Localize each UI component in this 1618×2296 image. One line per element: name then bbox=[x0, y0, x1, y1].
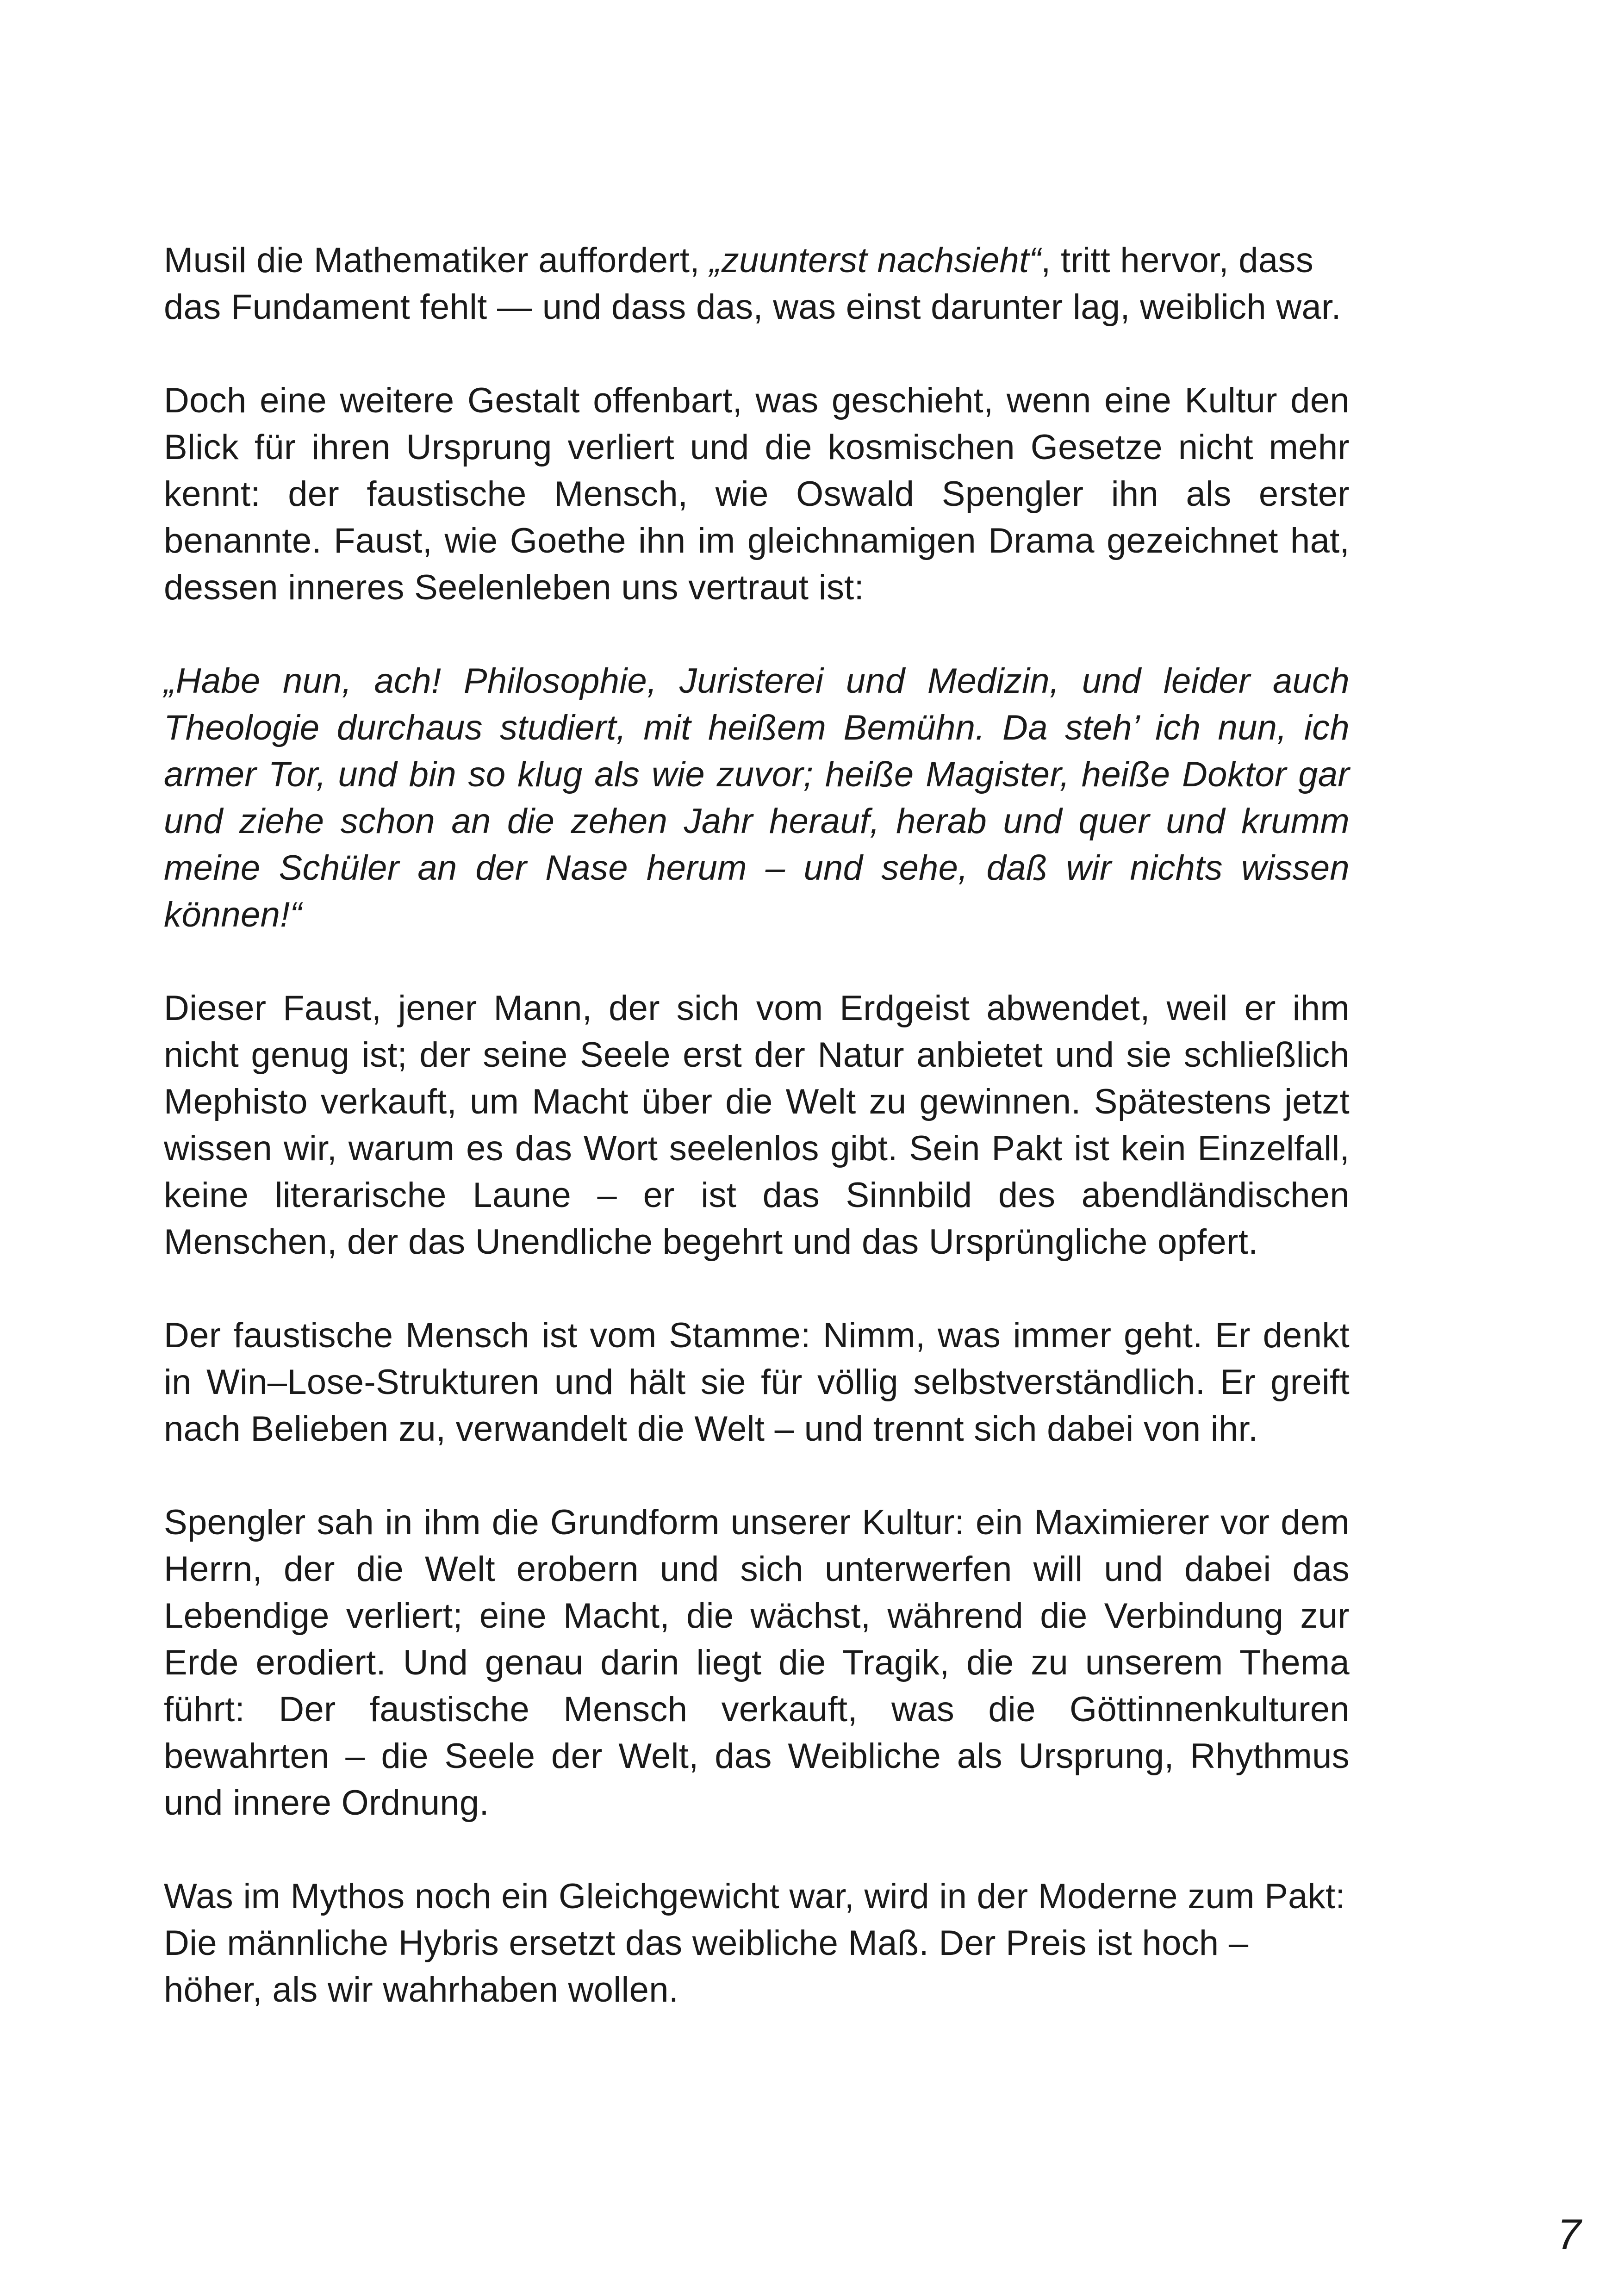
paragraph-faustian-man: Der faustische Mensch ist vom Stamme: Nimm, was immer geht. Er denkt in Win–Lose-Strukturen und hält sie für völlig selbstverständlich. Er greift nach Belieben zu, verwandelt die Welt – und trennt sich dabei von ihr. bbox=[164, 1316, 1350, 1449]
body-text bbox=[164, 237, 1350, 2060]
paragraph-text: Musil die Mathematiker auffordert, bbox=[164, 241, 710, 280]
paragraph-spengler: Spengler sah in ihm die Grundform unserer Kultur: ein Maximierer vor dem Herrn, der die Welt erobern und sich unterwerfen will und dabei das Lebendige verliert; eine Macht, die wächst, während die Verbindung zur Erde erodiert. Und genau darin liegt die Tragik, die zu unserem Thema führt: Der faustische Mensch verkauft, was die Göttinnenkulturen bewahrten – die Seele der Welt, das Weibliche als Ursprung, Rhythmus und innere Ordnung. bbox=[164, 1503, 1350, 1823]
paragraph-faust-pact: Dieser Faust, jener Mann, der sich vom Erdgeist abwendet, weil er ihm nicht genug ist; der seine Seele erst der Natur anbietet und sie schließlich Mephisto verkauft, um Macht über die Welt zu gewinnen. Spätestens jetzt wissen wir, warum es das Wort seelenlos gibt. Sein Pakt ist kein Einzelfall, keine literarische Laune – er ist das Sinnbild des abendländischen Menschen, der das Unendliche begehrt und das Ursprüngliche opfert. bbox=[164, 989, 1350, 1262]
paragraph-musil bbox=[164, 237, 1350, 330]
faust-quote: „Habe nun, ach! Philosophie, Juristerei und Medizin, und leider auch Theologie durchaus studiert, mit heißem Bemühn. Da steh’ ich nun, ich armer Tor, und bin so klug als wie zuvor; heiße Magister, heiße Doktor gar und ziehe schon an die zehen Jahr herauf, herab und quer und krumm meine Schüler an der Nase herum – und sehe, daß wir nichts wissen können!“ bbox=[164, 661, 1350, 934]
paragraph-faust-intro: Doch eine weitere Gestalt offenbart, was geschieht, wenn eine Kultur den Blick für ihren Ursprung verliert und die kosmischen Gesetze nicht mehr kennt: der faustische Mensch, wie Oswald Spengler ihn als erster benannte. Faust, wie Goethe ihn im gleichnamigen Drama gezeichnet hat, dessen inneres Seelenleben uns vertraut ist: bbox=[164, 381, 1350, 607]
paragraph-conclusion: Was im Mythos noch ein Gleichgewicht war, wird in der Moderne zum Pakt: Die männliche Hybris ersetzt das weibliche Maß. Der Preis ist hoch – höher, als wir wahrhaben wollen. bbox=[164, 1877, 1345, 2010]
emphasized-quote: „zuunterst nachsieht“ bbox=[709, 241, 1041, 280]
page-number: 7 bbox=[1557, 2211, 1581, 2258]
paragraph-text: , tritt hervor, dass das Fundament fehlt — und dass das, was einst darunter lag, weiblich war. bbox=[164, 241, 1341, 327]
